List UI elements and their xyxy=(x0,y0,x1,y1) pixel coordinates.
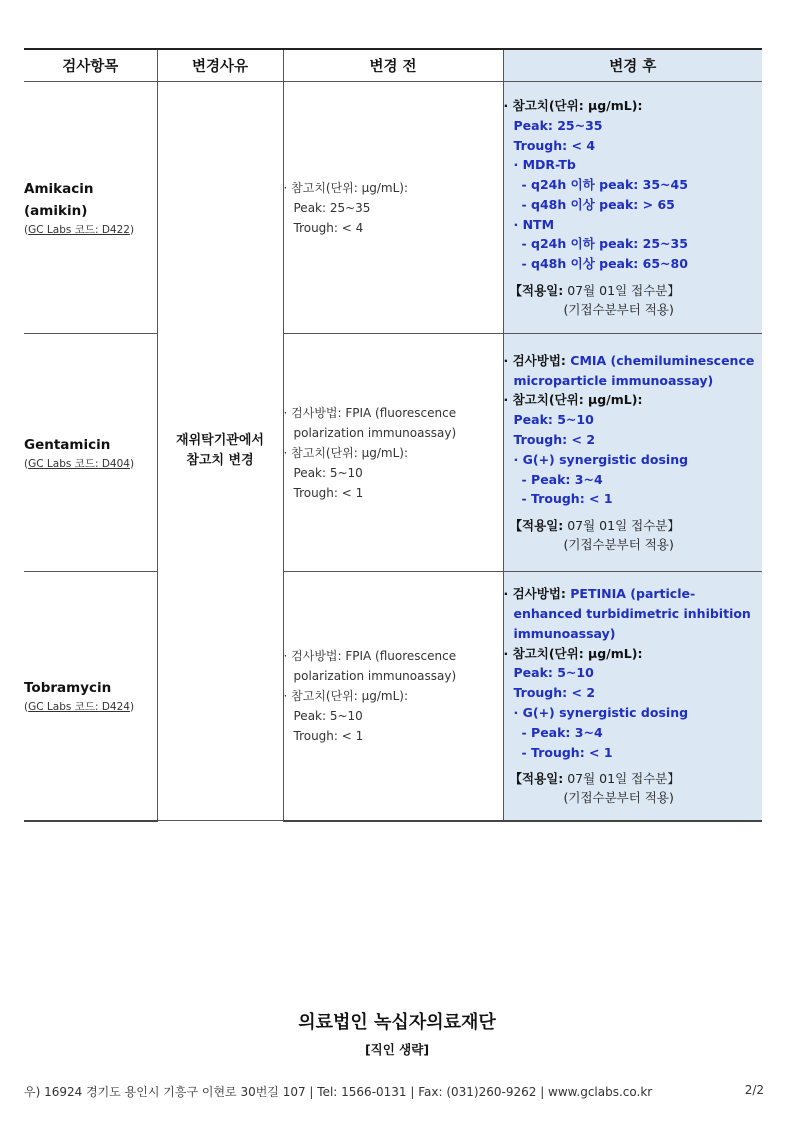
change-table xyxy=(24,48,762,822)
item-cell xyxy=(24,82,157,334)
after-line: · G(+) synergistic dosing xyxy=(513,451,689,467)
before-line: Peak: 25~35 xyxy=(293,200,371,215)
item-cell xyxy=(24,334,157,572)
after-line: - q24h 이하 peak: 35~45 xyxy=(521,177,688,193)
after-line: - Trough: < 1 xyxy=(521,491,613,507)
table-row xyxy=(24,82,762,334)
after-line: - q48h 이상 peak: > 65 xyxy=(521,196,675,212)
before-line: Trough: < 1 xyxy=(293,728,364,743)
before-line: Peak: 5~10 xyxy=(293,708,363,723)
after-line: - Peak: 3~4 xyxy=(521,724,603,740)
after-line: · 참고치(단위: μg/mL): xyxy=(503,97,643,113)
item-code: (GC Labs 코드: D424) xyxy=(24,700,135,713)
item-name-alt: (amikin) xyxy=(24,202,88,219)
after-line: - q48h 이상 peak: 65~80 xyxy=(521,256,688,272)
before-line: · 참고치(단위: μg/mL): xyxy=(283,180,409,195)
after-cell xyxy=(503,572,762,821)
effective-date-value: 07월 01일 접수분】 xyxy=(567,283,680,299)
effective-date-label: 【적용일: xyxy=(509,771,564,787)
page-number: 2/2 xyxy=(744,1083,764,1097)
item-name: Gentamicin xyxy=(24,436,111,453)
after-line: Peak: 25~35 xyxy=(513,117,603,133)
after-line: · MDR-Tb xyxy=(513,157,576,173)
after-line xyxy=(504,584,763,604)
effective-date-note: (기접수분부터 적용) xyxy=(563,302,674,318)
seal-omitted-note: [직인 생략] xyxy=(364,1042,430,1057)
after-line: Peak: 5~10 xyxy=(513,665,594,681)
footer-address: 우) 16924 경기도 용인시 기흥구 이현로 30번길 107 | Tel: 1566-0131 | Fax: (031)260-9262 | www.gclabs.co.kr xyxy=(24,1085,653,1099)
before-line: · 참고치(단위: μg/mL): xyxy=(283,688,409,703)
effective-date-value: 07월 01일 접수분】 xyxy=(567,518,680,534)
table-row xyxy=(24,334,762,572)
effective-date-line xyxy=(504,769,763,788)
item-code: (GC Labs 코드: D404) xyxy=(24,457,135,470)
effective-date-note: (기접수분부터 적용) xyxy=(563,790,674,806)
header-after: 변경 후 xyxy=(503,49,762,82)
after-line: immunoassay) xyxy=(513,625,616,641)
after-line: enhanced turbidimetric inhibition xyxy=(513,605,751,621)
effective-date-line xyxy=(504,281,763,300)
after-line: microparticle immunoassay) xyxy=(513,372,714,388)
before-line: · 검사방법: FPIA (fluorescence xyxy=(283,648,457,663)
after-line-label: · 검사방법: xyxy=(503,352,571,368)
effective-date xyxy=(504,516,763,554)
after-line: · 참고치(단위: μg/mL): xyxy=(503,392,643,408)
after-line-value: PETINIA (particle- xyxy=(570,586,696,602)
organization-name: 의료법인 녹십자의료재단 xyxy=(298,1012,496,1033)
after-line: - Trough: < 1 xyxy=(521,744,613,760)
after-cell xyxy=(503,334,762,572)
after-line: Trough: < 4 xyxy=(513,137,596,153)
item-name: Tobramycin xyxy=(24,679,112,696)
before-cell xyxy=(283,334,503,572)
effective-date-label: 【적용일: xyxy=(509,283,564,299)
before-line: polarization immunoassay) xyxy=(293,668,457,683)
before-line: Trough: < 1 xyxy=(293,485,364,500)
after-line: - Peak: 3~4 xyxy=(521,471,603,487)
before-line: Peak: 5~10 xyxy=(293,465,363,480)
after-line-value: CMIA (chemiluminescence xyxy=(570,352,755,368)
before-line: Trough: < 4 xyxy=(293,220,364,235)
item-code: (GC Labs 코드: D422) xyxy=(24,223,135,236)
before-cell xyxy=(283,82,503,334)
before-cell xyxy=(283,572,503,821)
after-line: - q24h 이하 peak: 25~35 xyxy=(521,236,688,252)
reason-cell xyxy=(157,82,283,821)
after-line: Peak: 5~10 xyxy=(513,412,594,428)
after-line: Trough: < 2 xyxy=(513,432,596,447)
header-row xyxy=(24,49,762,82)
header-before: 변경 전 xyxy=(283,49,503,82)
before-line: · 참고치(단위: μg/mL): xyxy=(283,445,409,460)
effective-date xyxy=(504,281,763,319)
effective-date-line xyxy=(504,516,763,535)
after-line: Trough: < 2 xyxy=(513,685,596,701)
effective-date-label: 【적용일: xyxy=(509,518,564,534)
effective-date xyxy=(504,769,763,807)
item-name: Amikacin xyxy=(24,180,94,197)
reason-line: 재위탁기관에서 xyxy=(176,433,264,448)
reason-line: 참고치 변경 xyxy=(186,453,254,468)
before-line: · 검사방법: FPIA (fluorescence xyxy=(283,405,457,420)
after-cell xyxy=(503,82,762,334)
effective-date-value: 07월 01일 접수분】 xyxy=(567,771,680,787)
after-line xyxy=(504,351,763,371)
before-line: polarization immunoassay) xyxy=(293,425,457,440)
header-item: 검사항목 xyxy=(24,49,157,82)
table-row xyxy=(24,572,762,821)
header-reason: 변경사유 xyxy=(157,49,283,82)
after-line: · 참고치(단위: μg/mL): xyxy=(503,645,643,661)
effective-date-note: (기접수분부터 적용) xyxy=(563,537,674,553)
after-line: · G(+) synergistic dosing xyxy=(513,704,689,720)
after-line: · NTM xyxy=(513,216,555,232)
after-line-label: · 검사방법: xyxy=(503,586,571,602)
item-cell xyxy=(24,572,157,821)
